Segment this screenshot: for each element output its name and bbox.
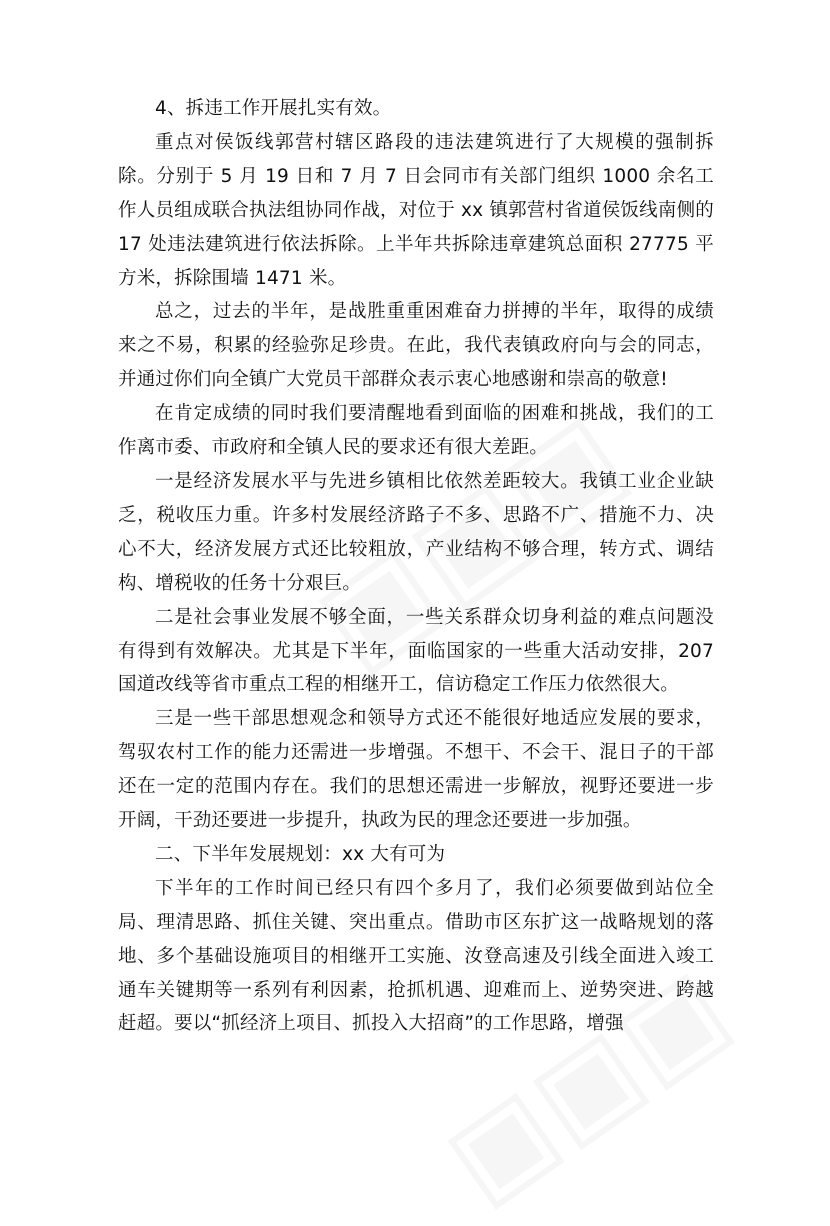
section-heading-plan: 二、下半年发展规划：xx 大有可为 xyxy=(155,843,446,865)
paragraph-heading-demolition: 4、拆违工作开展扎实有效。 xyxy=(155,98,392,119)
paragraph-demolition-details: 重点对侯饭线郭营村辖区路段的违法建筑进行了大规模的强制拆除。分别于 5 月 19 日和 7 月 7 日会同市有关部门组织 1000 余名工作人员组成联合执法组协同作战，对位于 xx 镇郭营村省道侯饭线南侧的 17 处违法建筑进行依法拆除。上半年共拆除违章建筑总面积 27775 平方米，拆除围墙 1471 米。 xyxy=(118,131,714,289)
paragraph-challenges-intro: 在肯定成绩的同时我们要清醒地看到面临的困难和挑战，我们的工作离市委、市政府和全镇人民的要求还有很大差距。 xyxy=(118,403,714,459)
paragraph-summary: 总之，过去的半年，是战胜重重困难奋力拼搏的半年，取得的成绩来之不易，积累的经验弥足珍贵。在此，我代表镇政府向与会的同志，并通过你们向全镇广大党员干部群众表示衷心地感谢和崇高的敬意! xyxy=(118,301,714,391)
paragraph-challenge-economy: 一是经济发展水平与先进乡镇相比依然差距较大。我镇工业企业缺乏，税收压力重。许多村发展经济路子不多、思路不广、措施不力、决心不大，经济发展方式还比较粗放，产业结构不够合理，转方式、调结构、增税收的任务十分艰巨。 xyxy=(118,470,714,594)
paragraph-challenge-social: 二是社会事业发展不够全面，一些关系群众切身利益的难点问题没有得到有效解决。尤其是下半年，面临国家的一些重大活动安排，207 国道改线等省市重点工程的相继开工，信访稳定工作压力依然很大。 xyxy=(118,606,714,696)
document-body xyxy=(118,92,714,1041)
paragraph-challenge-cadres: 三是一些干部思想观念和领导方式还不能很好地适应发展的要求，驾驭农村工作的能力还需进一步增强。不想干、不会干、混日子的干部还在一定的范围内存在。我们的思想还需进一步解放，视野还要进一步开阔，干劲还要进一步提升，执政为民的理念还要进一步加强。 xyxy=(118,708,714,832)
paragraph-plan-details: 下半年的工作时间已经只有四个多月了，我们必须要做到站位全局、理清思路、抓住关键、突出重点。借助市区东扩这一战略规划的落地、多个基础设施项目的相继开工实施、汝登高速及引线全面进入竣工通车关键期等一系列有利因素，抢抓机遇、迎难而上、逆势突进、跨越赶超。要以“抓经济上项目、抓投入大招商”的工作思路，增强 xyxy=(118,877,714,1035)
